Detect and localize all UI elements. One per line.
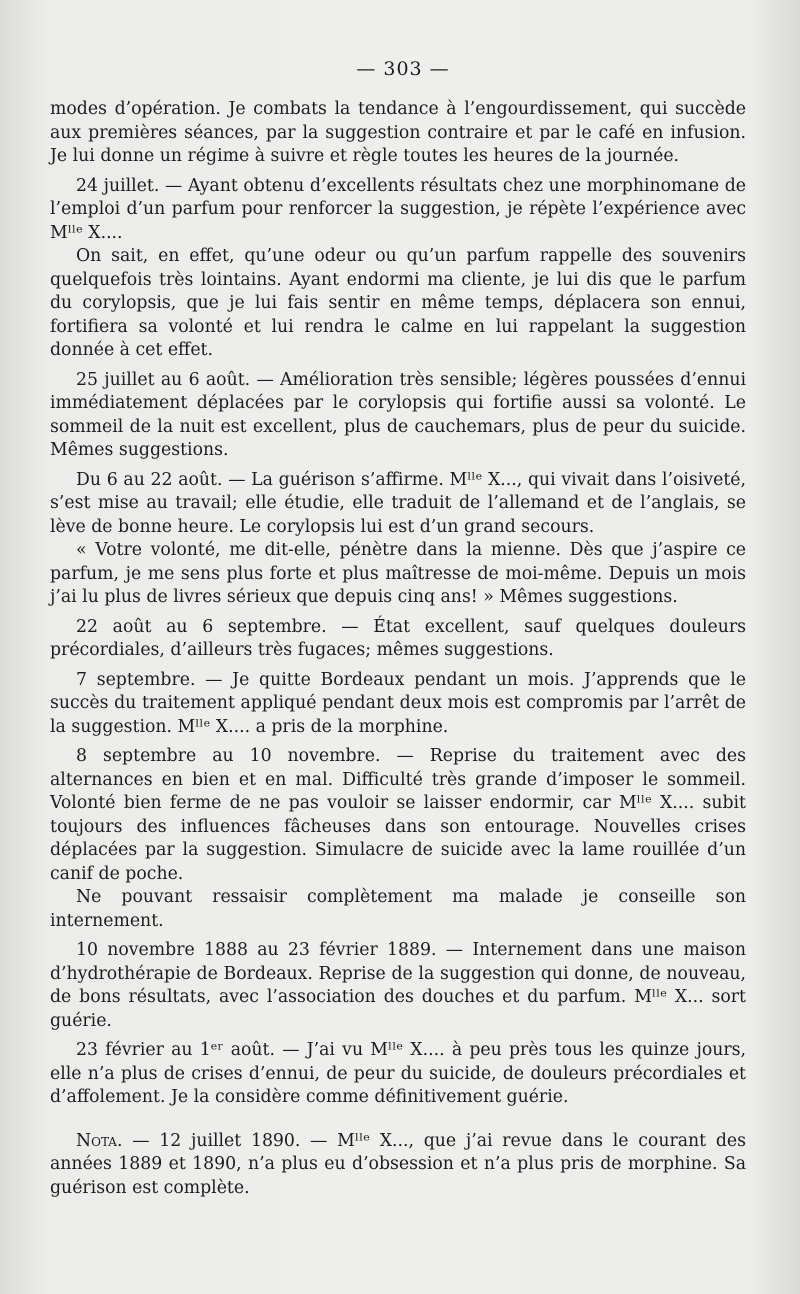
paragraph: Ne pouvant ressaisir complètement ma malade je conseille son internement. — [50, 887, 746, 931]
nota-paragraph — [50, 1130, 746, 1201]
paragraph: 8 septembre au 10 novembre. — Reprise du traitement avec des alternances en bien et en mal. Difficulté très grande d’imposer le sommeil. Volonté bien ferme de ne pas vouloir se laisser endormir, car Mˡˡᵉ X.... subit toujours des influences fâcheuses dans son entourage. Nouvelles crises déplacées par la suggestion. Simulacre de suicide avec la lame rouillée d’un canif de poche. — [50, 746, 746, 884]
paragraph: 22 août au 6 septembre. — État excellent, sauf quelques douleurs précordiales, d’ailleurs très fugaces; mêmes suggestions. — [50, 616, 746, 660]
paragraph: « Votre volonté, me dit-elle, pénètre dans la mienne. Dès que j’aspire ce parfum, je me sens plus forte et plus maîtresse de moi-même. Depuis un mois j’ai lu plus de livres sérieux que depuis cinq ans! » Mêmes suggestions. — [50, 540, 746, 607]
paragraph: 7 septembre. — Je quitte Bordeaux pendant un mois. J’apprends que le succès du traitement appliqué pendant deux mois est compromis par l’arrêt de la suggestion. Mˡˡᵉ X.... a pris de la morphine. — [50, 669, 746, 737]
paragraph: 10 novembre 1888 au 23 février 1889. — Internement dans une maison d’hydrothérapie de Bordeaux. Reprise de la suggestion qui donne, de nouveau, de bons résultats, avec l’association des douches et du parfum. Mˡˡᵉ X... sort guérie. — [50, 940, 746, 1031]
paragraph: On sait, en effet, qu’une odeur ou qu’un parfum rappelle des souvenirs quelquefois très lointains. Ayant endormi ma cliente, je lui dis que le parfum du corylopsis, que je lui fais sentir en même temps, déplacera son ennui, fortifiera sa volonté et lui rendra le calme en lui rappelant la suggestion donnée à cet effet. — [50, 246, 746, 360]
paragraph: 24 juillet. — Ayant obtenu d’excellents résultats chez une morphinomane de l’emploi d’un parfum pour renforcer la suggestion, je répète l’expérience avec Mˡˡᵉ X.... — [50, 175, 746, 243]
paragraph: modes d’opération. Je combats la tendance à l’engourdissement, qui succède aux premières séances, par la suggestion contraire et par le café en infusion. Je lui donne un régime à suivre et règle toutes les heures de la journée. — [50, 99, 746, 166]
paragraph: Du 6 au 22 août. — La guérison s’affirme. Mˡˡᵉ X..., qui vivait dans l’oisiveté, s’est mise au travail; elle étudie, elle traduit de l’allemand et de l’anglais, se lève de bonne heure. Le corylopsis lui est d’un grand secours. — [50, 469, 746, 537]
page-number: — 303 — — [356, 58, 450, 80]
paragraph: 23 février au 1ᵉʳ août. — J’ai vu Mˡˡᵉ X.... à peu près tous les quinze jours, elle n’a plus de crises d’ennui, de peur du suicide, de douleurs précordiales et d’affolement. Je la considère comme définitivement guérie. — [50, 1040, 746, 1107]
nota-label: Nota. — [76, 1130, 123, 1151]
page-body — [50, 98, 746, 1200]
paragraph: 25 juillet au 6 août. — Amélioration très sensible; légères poussées d’ennui immédiatement déplacées par le corylopsis qui fortifie aussi sa volonté. Le sommeil de la nuit est excellent, plus de cauchemars, plus de peur du suicide. Mêmes suggestions. — [50, 369, 746, 460]
nota-text: — 12 juillet 1890. — Mˡˡᵉ X..., que j’ai revue dans le courant des années 1889 et 1890, n’a plus eu d’obsession et n’a plus pris de morphine. Sa guérison est complète. — [50, 1130, 746, 1198]
